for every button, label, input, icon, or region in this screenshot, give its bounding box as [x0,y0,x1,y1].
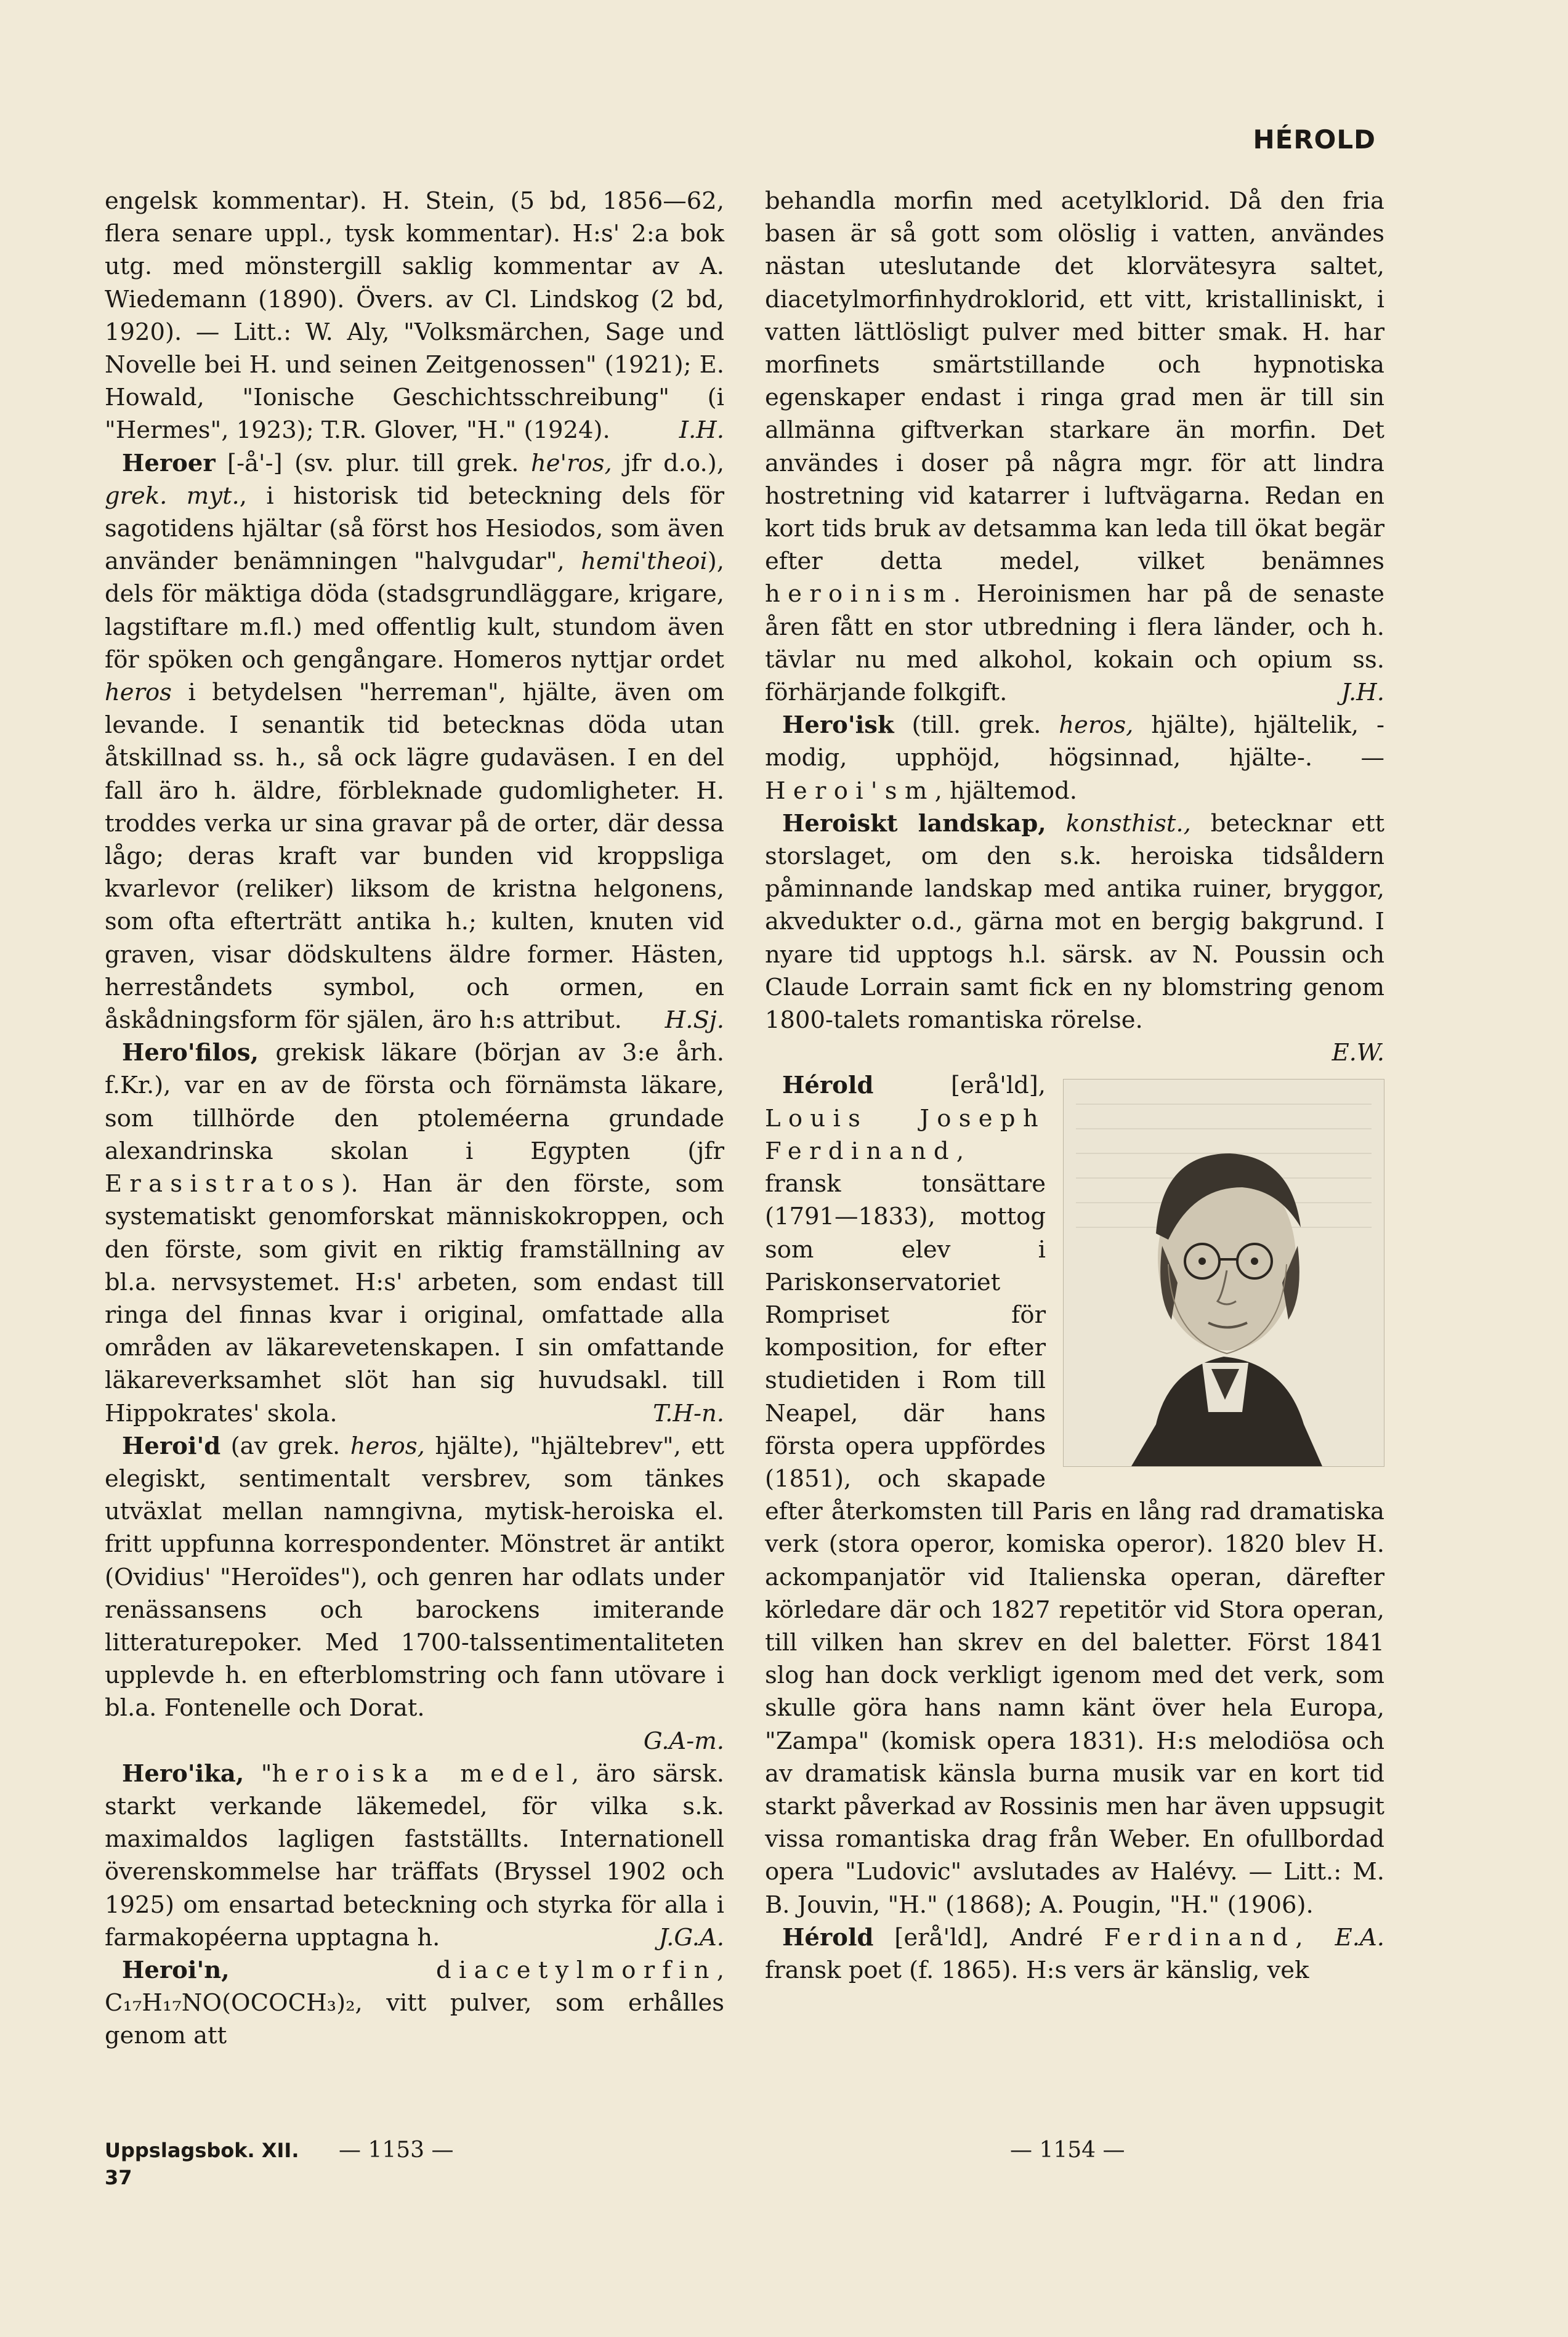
entry-heroiskt-landskap: Heroiskt landskap, konsthist., betecknar ett storslaget, om den s.k. heroiska tidsåldern påminnande landskap med antika ruiner, bryggor, akvedukter o.d., gärna mot en bergig bakgrund. I nyare tid upptogs h.l. särsk. av N. Poussin och Claude Lorrain samt fick en ny blomstring genom 1800-talets romantiska rörelse. E.W. [765,807,1384,1070]
entry-heroika: Hero'ika, "heroiska medel, äro särsk. starkt verkande läkemedel, för vilka s.k. maximaldos lagligen fastställts. Internationell överenskommelse har träffats (Bryssel 1902 och 1925) om ensartad beteckning och styrka för alla i farmakopéerna upptagna h. J.G.A. [105,1758,724,1954]
left-column [105,185,724,2052]
entry-heroisk: Hero'isk (till. grek. heros, hjälte), hjältelik, -modig, upphöjd, högsinnad, hjälte-. — Heroi'sm, hjältemod. [765,711,1384,805]
entry-heroer: Heroer [-å'-] (sv. plur. till grek. he'ros, jfr d.o.), grek. myt., i historisk tid beteckning dels för sagotidens hjältar (så först hos Hesiodos, som även använder benämningen "halvgudar", hemi'theoi), dels för mäktiga döda (stadsgrundläggare, krigare, lagstiftare m.fl.) med offentlig kult, stundom även för spöken och gengångare. Homeros nyttjar ordet heros i betydelsen "herreman", hjälte, även om levande. I senantik tid betecknas döda utan åtskillnad ss. h., så ock lägre gudaväsen. I en del fall äro h. äldre, förbleknade gudomligheter. H. troddes verka ur sina gravar på de orter, där dessa lågo; deras kraft var bunden vid kroppsliga kvarlevor (reliker) liksom de kristna helgonens, som ofta efterträtt antika h.; kulten, knuten vid graven, visar dödskultens äldre former. Hästen, herreståndets symbol, och ormen, en åskådningsform för själen, äro h:s attribut. H.Sj. [105,447,724,1037]
running-head: HÉROLD [1253,124,1376,155]
headword: Heroi'd [122,1432,221,1460]
right-column [765,185,1384,1987]
headword: Hero'isk [782,711,894,740]
page-number-left: — 1153 — [339,2137,454,2163]
portrait-image [1063,1079,1384,1467]
headword: Hérold [782,1072,874,1100]
entry-heroid: Heroi'd (av grek. heros, hjälte), "hjältebrev", ett elegiskt, sentimentalt versbrev, som tänkes utväxlat mellan namngivna, mytisk-heroiska el. fritt uppfunna korrespondenter. Mönstret är antikt (Ovidius' "Heroïdes"), och genren har odlats under renässansens och barockens imiterande litteraturepoker. Med 1700-talssentimentaliteten upplevde h. en efterblomstring och fann utövare i bl.a. Fontenelle och Dorat. G.A-m. [105,1430,724,1758]
entry-herold-louis: Hérold [erå'ld], Louis Joseph Ferdinand, fransk tonsättare (1791—1833), mottog som elev i Pariskonservatoriet Rompriset för komposition, for efter studietiden i Rom till Neapel, där hans första opera uppfördes (1851), och skapade efter återkomsten till Paris en lång rad dramatiska verk (stora operor, komiska operor). 1820 blev H. ackompanjatör vid Italienska operan, därefter körledare där och 1827 repetitör vid Stora operan, till vilken han skrev en del baletter. Först 1841 slog han dock verkligt igenom med det verk, som skulle göra hans namn känt över hela Europa, "Zampa" (komisk opera 1831). H:s melodiösa och av dramatisk känsla burna musik var en kort tid starkt påverkad av Rossinis men har även uppsugit vissa romantiska drag från Weber. En ofullbordad opera "Ludovic" avslutades av Halévy. — Litt.: M. B. Jouvin, "H." (1868); A. Pougin, "H." (1906). E.A. [765,1069,1384,1921]
signature: J.H. [1341,679,1384,707]
signature: T.H-n. [653,1399,724,1427]
entry-herofilos: Hero'filos, grekisk läkare (början av 3:e årh. f.Kr.), var en av de första och förnämsta läkare, som tillhörde den ptoleméerna grundade alexandrinska skolan i Egypten (jfr Erasistratos). Han är den förste, som systematiskt genomforskat människokroppen, och den förste, som givit en riktig framställning av bl.a. nervsystemet. H:s' arbeten, som endast till ringa del finnas kvar i original, omfattade alla områden av läkarevetenskapen. I sin omfattande läkareverksamhet slöt han sig huvudsakl. till Hippokrates' skola. T.H-n. [105,1036,724,1429]
footer-left [105,2137,454,2191]
signature: E.A. [1335,1923,1384,1952]
signature: E.W. [1332,1039,1384,1067]
headword: Hero'ika, [122,1759,244,1788]
headword: Hero'filos, [122,1039,259,1067]
headword: Heroiskt landskap, [782,809,1046,838]
entry-heroin-cont: behandla morfin med acetylklorid. Då den fria basen är så gott som olöslig i vatten, användes nästan uteslutande det klorvätesyra saltet, diacetylmorfinhydroklorid, ett vitt, kristalliniskt, i vatten lättlösligt pulver med bitter smak. H. har morfinets smärtstillande och hypnotiska egenskaper endast i ringa grad men är till sin allmänna giftverkan starkare än morfin. Det användes i doser på några mgr. för att lindra hostretning vid katarrer i luftvägarna. Redan en kort tids bruk av detsamma kan leda till ökat begär efter detta medel, vilket benämnes heroinism. Heroinismen har på de senaste åren fått en stor utbredning i flera länder, och h. tävlar nu med alkohol, kokain och opium ss. förhärjande folkgift. J.H. [765,185,1384,709]
series-title: Uppslagsbok. XII. [105,2139,299,2162]
entry-heroin: Heroi'n, diacetylmorfin, C₁₇H₁₇NO(OCOCH₃)₂, vitt pulver, som erhålles genom att [105,1956,724,2050]
signature: I.H. [679,416,724,445]
entry-herold-andre: Hérold [erå'ld], André Ferdinand, fransk poet (f. 1865). H:s vers är känslig, vek [765,1923,1309,1984]
entry-herodotos-cont: engelsk kommentar). H. Stein, (5 bd, 1856—62, flera senare uppl., tysk kommentar). H:s' 2:a bok utg. med mönstergill saklig kommentar av A. Wiedemann (1890). Övers. av Cl. Lindskog (2 bd, 1920). — Litt.: W. Aly, "Volksmärchen, Sage und Novelle bei H. und seinen Zeitgenossen" (1921); E. Howald, "Ionische Geschichtsschreibung" (i "Hermes", 1923); T.R. Glover, "H." (1924). I.H. [105,185,724,447]
portrait-icon [1064,1080,1384,1466]
headword: Heroi'n, [122,1956,230,1984]
signature: G.A-m. [643,1727,724,1755]
headword: Heroer [122,449,216,477]
signature: J.G.A. [658,1923,724,1952]
signature: H.Sj. [665,1006,724,1035]
page-number-right: — 1154 — [1010,2137,1125,2163]
sheet-number: 37 [105,2166,132,2189]
headword: Hérold [782,1923,874,1952]
